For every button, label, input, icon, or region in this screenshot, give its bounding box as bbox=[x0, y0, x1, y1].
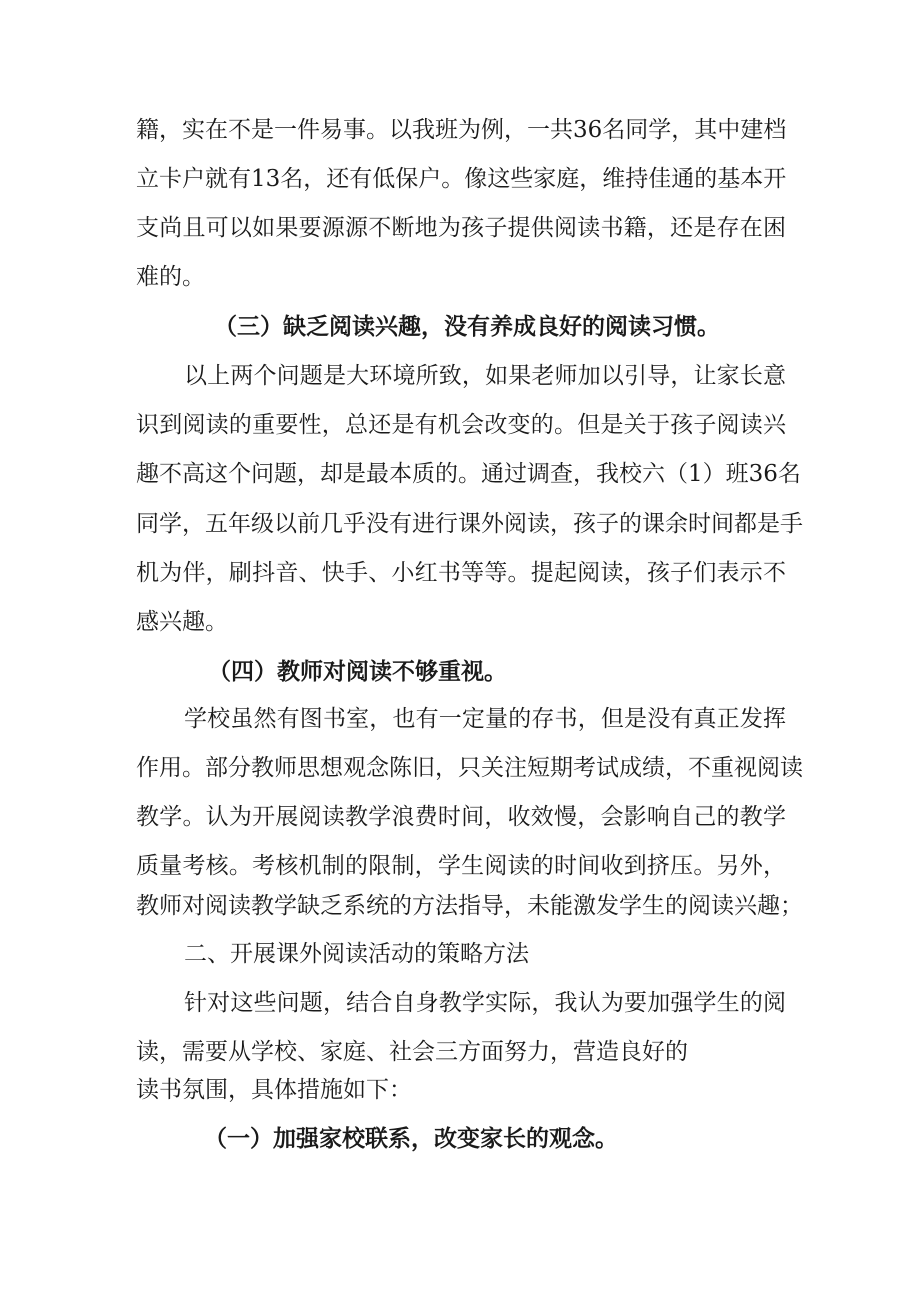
paragraph-line: 读，需要从学校、家庭、社会三方面努力，营造良好的 bbox=[136, 1039, 688, 1065]
paragraph-line: 读书氛围，具体措施如下： bbox=[136, 1077, 412, 1103]
paragraph-line: 难的。 bbox=[136, 264, 205, 290]
section-heading: （四）教师对阅读不够重视。 bbox=[208, 658, 507, 685]
section-heading: （三）缺乏阅读兴趣，没有养成良好的阅读习惯。 bbox=[214, 313, 720, 340]
paragraph-line: 针对这些问题，结合自身教学实际，我认为要加强学生的阅 bbox=[184, 990, 786, 1016]
paragraph-line: 支尚且可以如果要源源不断地为孩子提供阅读书籍，还是存在困 bbox=[136, 215, 786, 241]
paragraph-line: 质量考核。考核机制的限制，学生阅读的时间收到挤压。另外， bbox=[136, 853, 786, 879]
paragraph-line: 机为伴，刷抖音、快手、小红书等等。提起阅读，孩子们表示不 bbox=[136, 560, 786, 586]
section-heading: （一）加强家校联系，改变家长的观念。 bbox=[204, 1125, 618, 1152]
paragraph-line: 籍，实在不是一件易事。以我班为例，一共36名同学，其中建档 bbox=[136, 117, 787, 143]
chapter-heading: 二、开展课外阅读活动的策略方法 bbox=[184, 941, 529, 967]
paragraph-line: 感兴趣。 bbox=[136, 609, 228, 635]
paragraph-line: 趣不高这个问题，却是最本质的。通过调查，我校六（1）班36名 bbox=[136, 461, 801, 487]
paragraph-line: 作用。部分教师思想观念陈旧，只关注短期考试成绩，不重视阅读 bbox=[136, 755, 803, 781]
paragraph-line: 教学。认为开展阅读教学浪费时间，收效慢，会影响自己的教学 bbox=[136, 804, 786, 830]
paragraph-line: 识到阅读的重要性，总还是有机会改变的。但是关于孩子阅读兴 bbox=[136, 412, 786, 438]
paragraph-line: 教师对阅读教学缺乏系统的方法指导，未能激发学生的阅读兴趣； bbox=[136, 893, 803, 919]
paragraph-line: 立卡户就有13名，还有低保户。像这些家庭，维持佳通的基本开 bbox=[136, 166, 787, 192]
paragraph-line: 同学，五年级以前几乎没有进行课外阅读，孩子的课余时间都是手 bbox=[136, 511, 803, 537]
paragraph-line: 以上两个问题是大环境所致，如果老师加以引导，让家长意 bbox=[184, 363, 786, 389]
paragraph-line: 学校虽然有图书室，也有一定量的存书，但是没有真正发挥 bbox=[184, 706, 786, 732]
